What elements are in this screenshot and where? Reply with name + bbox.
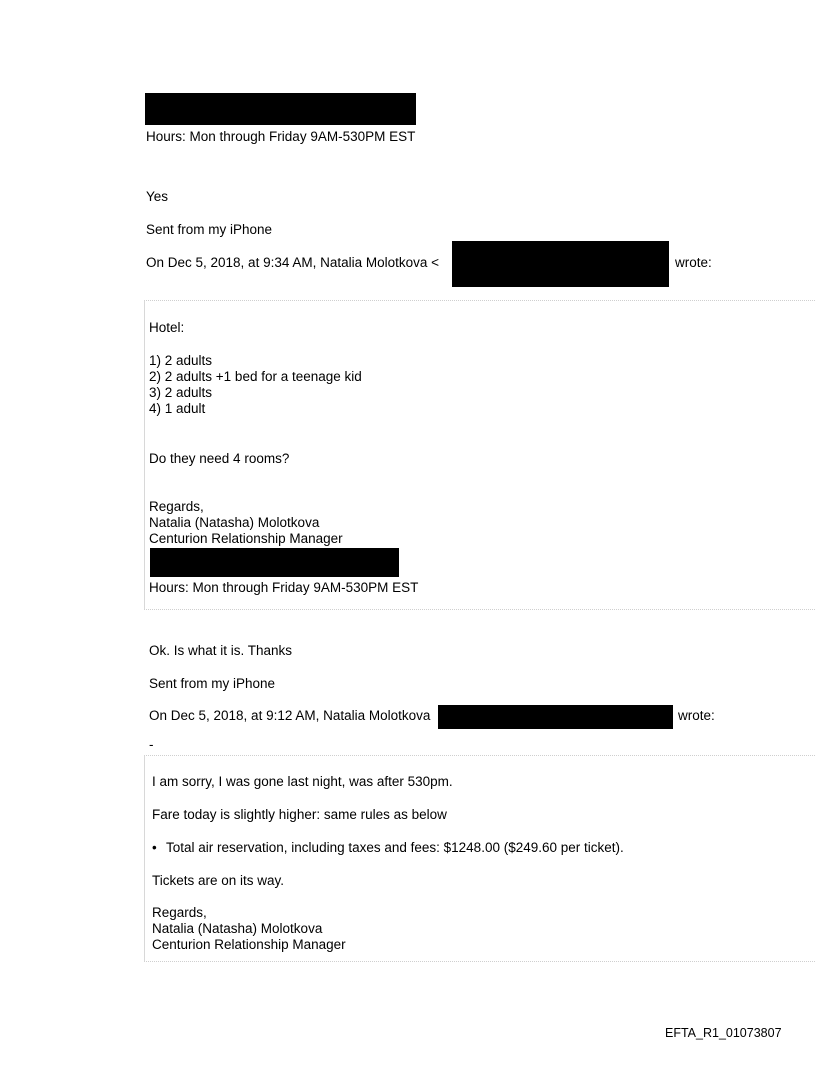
redaction-block-top — [145, 93, 416, 125]
room-item: 4) 1 adult — [149, 401, 206, 416]
room-item: 1) 2 adults — [149, 353, 213, 368]
reply-2-dash: - — [149, 737, 154, 752]
signature-title: Centurion Relationship Manager — [152, 937, 346, 952]
rooms-question: Do they need 4 rooms? — [149, 451, 290, 466]
signature-title: Centurion Relationship Manager — [149, 531, 343, 546]
bullet-text: Total air reservation, including taxes and fees: $1248.00 ($249.60 per ticket). — [166, 840, 624, 855]
signature-name: Natalia (Natasha) Molotkova — [149, 515, 320, 530]
room-list — [149, 353, 362, 417]
signature-regards: Regards, — [149, 499, 204, 514]
document-id: EFTA_R1_01073807 — [665, 1026, 782, 1040]
redaction-block-email-1 — [452, 241, 669, 287]
signature-regards: Regards, — [152, 905, 207, 920]
signature-name: Natalia (Natasha) Molotkova — [152, 921, 323, 936]
reply-1-sent-from: Sent from my iPhone — [146, 222, 273, 237]
reply-2-sent-from: Sent from my iPhone — [149, 676, 276, 691]
reply-2-header-prefix: On Dec 5, 2018, at 9:12 AM, Natalia Molotkova — [149, 708, 431, 723]
reply-1-header-prefix: On Dec 5, 2018, at 9:34 AM, Natalia Molotkova < — [146, 255, 440, 270]
apology-line: I am sorry, I was gone last night, was after 530pm. — [152, 774, 453, 789]
fare-bullet — [152, 840, 624, 856]
room-item: 3) 2 adults — [149, 385, 213, 400]
reply-1-header-suffix: wrote: — [675, 255, 712, 270]
signature-1 — [149, 499, 343, 547]
hotel-label: Hotel: — [149, 320, 185, 335]
signature-1-hours: Hours: Mon through Friday 9AM-530PM EST — [149, 580, 419, 595]
reply-2-header-suffix: wrote: — [678, 708, 715, 723]
redaction-block-email-2 — [438, 705, 673, 729]
reply-1-body: Yes — [146, 189, 169, 204]
redaction-block-signature-1 — [150, 548, 399, 577]
bullet-icon: • — [152, 840, 157, 855]
fare-line: Fare today is slightly higher: same rules as below — [152, 807, 447, 822]
room-item: 2) 2 adults +1 bed for a teenage kid — [149, 369, 362, 384]
reply-2-body: Ok. Is what it is. Thanks — [149, 643, 293, 658]
top-signature-hours: Hours: Mon through Friday 9AM-530PM EST — [146, 129, 416, 144]
signature-2 — [152, 905, 346, 953]
tickets-line: Tickets are on its way. — [152, 873, 285, 888]
reply-1-header — [146, 255, 439, 271]
